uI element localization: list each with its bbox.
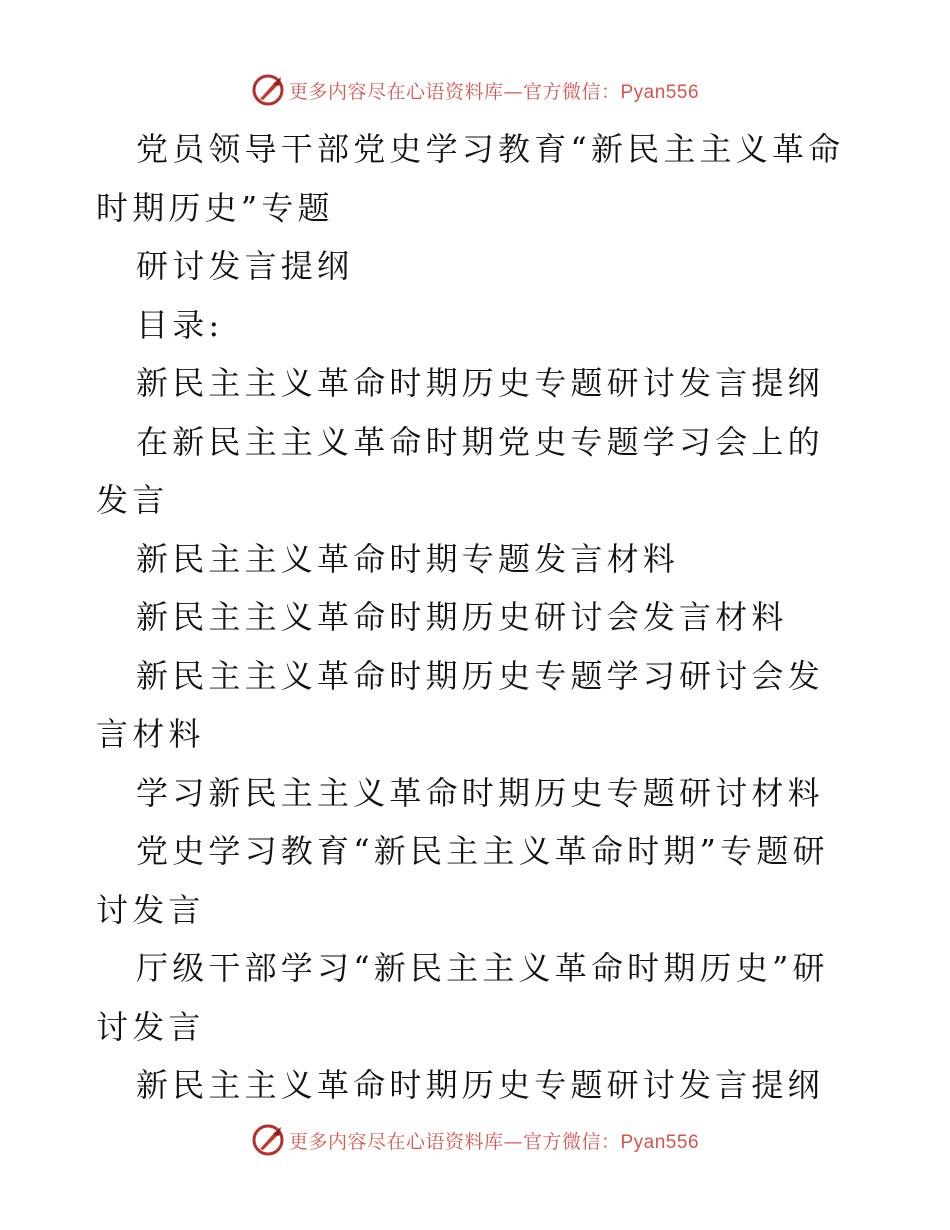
footer-banner <box>0 1120 950 1160</box>
header-banner-cn: 更多内容尽在心语资料库—官方微信： <box>288 80 621 103</box>
toc-heading: 目录: <box>136 305 224 344</box>
footer-banner-wechat-id: Pyan556 <box>620 1131 700 1153</box>
header-banner-text <box>289 77 699 104</box>
document-title: 党员领导干部党史学习教育“新民主主义革命时期历史”专题 <box>96 130 845 227</box>
toc-item: 新民主主义革命时期历史专题研讨发言提纲 <box>136 364 824 402</box>
header-banner <box>0 70 950 110</box>
feather-pen-logo-icon <box>251 73 285 107</box>
toc-item: 新民主主义革命时期历史专题学习研讨会发言材料 <box>96 656 824 753</box>
toc-item: 学习新民主主义革命时期历史专题研讨材料 <box>136 773 824 812</box>
toc-item: 在新民主主义革命时期党史专题学习会上的发言 <box>96 422 824 519</box>
footer-banner-text <box>289 1127 699 1154</box>
footer-banner-cn: 更多内容尽在心语资料库—官方微信： <box>288 1130 621 1153</box>
toc-item: 党史学习教育“新民主主义革命时期”专题研讨发言 <box>96 832 829 929</box>
header-banner-wechat-id: Pyan556 <box>620 81 700 103</box>
feather-pen-logo-icon <box>251 1123 285 1157</box>
toc-item: 新民主主义革命时期历史研讨会发言材料 <box>136 598 788 636</box>
document-body <box>96 120 856 1115</box>
toc-item: 厅级干部学习“新民主主义革命时期历史”研讨发言 <box>96 949 829 1046</box>
toc-item: 新民主主义革命时期专题发言材料 <box>136 539 680 578</box>
toc-item: 新民主主义革命时期历史专题研讨发言提纲 <box>136 1066 824 1104</box>
document-subtitle: 研讨发言提纲 <box>136 247 354 285</box>
